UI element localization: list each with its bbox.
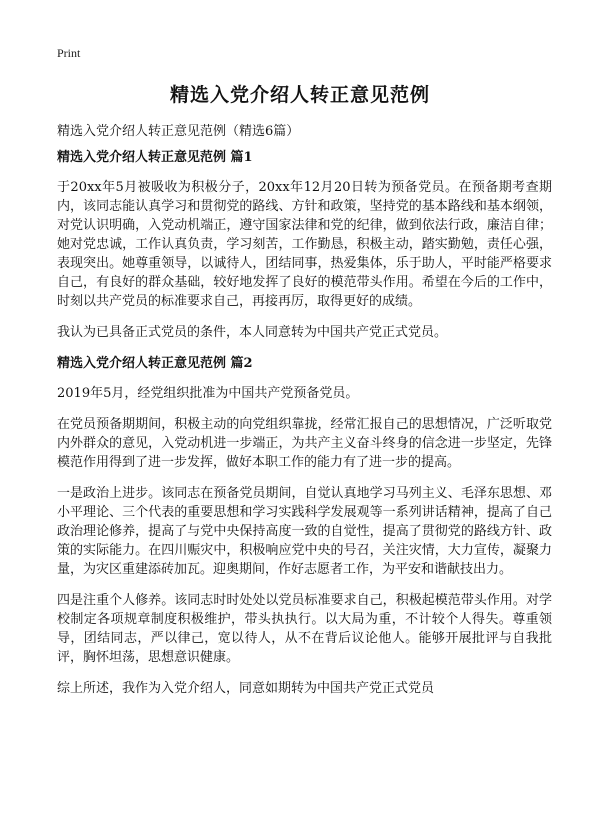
- print-link[interactable]: Print: [57, 46, 81, 60]
- section-1: [57, 150, 552, 342]
- page-title: 精选入党介绍人转正意见范例: [169, 84, 430, 106]
- paragraph: 我认为已具备正式党员的条件，本人同意转为中国共产党正式党员。: [57, 325, 448, 340]
- section-2: [57, 356, 552, 698]
- section-heading: 精选入党介绍人转正意见范例 篇2: [57, 356, 253, 371]
- paragraph: 于20xx年5月被吸收为积极分子，20xx年12月20日转为预备党员。在预备期考查期内，该同志能认真学习和贯彻党的路线、方针和政策，坚持党的基本路线和基本纲领，对党认识明确，入党动机端正，遵守国家法律和党的纪律，做到依法行政，廉洁自律；她对党忠诚，工作认真负责，学习刻苦，工作勤恳，积极主动，踏实勤勉，责任心强，表现突出。她尊重领导，以诚待人，团结同事，热爱集体，乐于助人，平时能严格要求自己，有良好的群众基础，较好地发挥了良好的模范带头作用。希望在今后的工作中，时刻以共产党员的标准要求自己，再接再厉，取得更好的成绩。: [57, 180, 552, 309]
- paragraph: 四是注重个人修养。该同志时时处处以党员标准要求自己，积极起模范带头作用。对学校制定各项规章制度积极维护，带头执执行。以大局为重，不计较个人得失。尊重领导，团结同志，严以律己，宽以待人，从不在背后议论他人。能够开展批评与自我批评，胸怀坦荡，思想意识健康。: [57, 593, 552, 665]
- section-heading: 精选入党介绍人转正意见范例 篇1: [57, 150, 253, 165]
- paragraph: 2019年5月，经党组织批准为中国共产党预备党员。: [57, 386, 359, 401]
- paragraph: 在党员预备期期间，积极主动的向党组织靠拢，经常汇报自己的思想情况，广泛听取党内外群众的意见，入党动机进一步端正，为共产主义奋斗终身的信念进一步坚定，先锋模范作用得到了进一步发挥，做好本职工作的能力有了进一步的提高。: [57, 417, 552, 470]
- document-body: [57, 150, 552, 710]
- document-subtitle: 精选入党介绍人转正意见范例（精选6篇）: [57, 124, 300, 139]
- paragraph: 一是政治上进步。该同志在预备党员期间，自觉认真地学习马列主义、毛泽东思想、邓小平理论、三个代表的重要思想和学习实践科学发展观等一系列讲话精神，提高了自己政治理论修养，提高了与党中央保持高度一致的自觉性，提高了贯彻党的路线方针、政策的实际能力。在四川赈灾中，积极响应党中央的号召，关注灾情，大力宣传，凝聚力量，为灾区重建添砖加瓦。迎奥期间，作好志愿者工作，为平安和谐献技出力。: [57, 486, 552, 577]
- paragraph: 综上所述，我作为入党介绍人，同意如期转为中国共产党正式党员: [57, 681, 435, 696]
